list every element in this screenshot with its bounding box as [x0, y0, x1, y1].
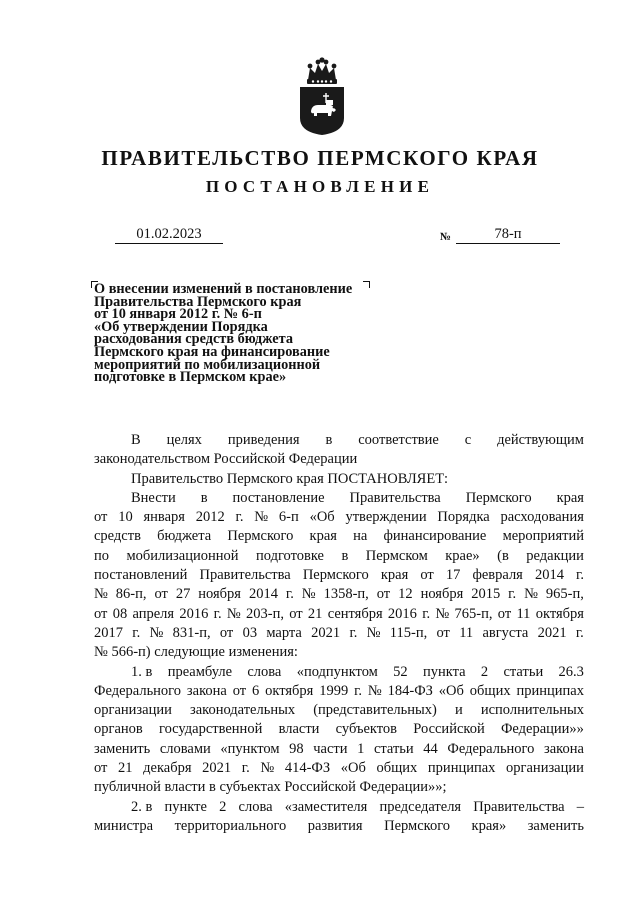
body-word: от: [219, 624, 234, 641]
body-word: подготовке: [255, 547, 324, 564]
body-word: на: [353, 528, 368, 545]
body-word: закона: [186, 682, 227, 699]
body-word: «пунктом: [220, 740, 280, 757]
body-word: 965-п,: [545, 586, 584, 603]
body-word: (представительных): [313, 702, 437, 719]
body-word: 831-п,: [172, 624, 211, 641]
body-word: края: [309, 528, 337, 545]
body-word: Пермском: [365, 547, 428, 564]
number-sign: №: [440, 231, 452, 243]
body-word: части: [313, 740, 348, 757]
subject-line: подготовке в Пермском крае»: [94, 369, 287, 386]
body-word: г.: [349, 624, 358, 641]
body-line: [94, 798, 584, 817]
body-word: 184-ФЗ: [387, 682, 433, 699]
body-word: края: [380, 567, 409, 584]
body-word: преамбуле: [167, 663, 233, 680]
body-word: №: [366, 624, 381, 641]
body-line: [94, 663, 584, 682]
body-word: пункте: [164, 798, 207, 815]
body-word: 2014: [534, 567, 564, 584]
body-word: 11: [516, 605, 531, 622]
body-word: г.: [422, 605, 431, 622]
body-word: организации: [94, 702, 172, 719]
body-word: г.: [235, 509, 244, 526]
body-word: 414-ФЗ: [284, 760, 331, 777]
body-word: Федерального: [94, 682, 182, 699]
body-line: [94, 508, 584, 527]
body-word: ноября: [420, 586, 464, 603]
body-word: финансирование: [383, 528, 487, 545]
body-word: от: [94, 509, 108, 526]
body-word: 86-п,: [115, 586, 147, 603]
body-word: Федерации»»: [500, 721, 584, 738]
body-word: от: [497, 605, 512, 622]
body-word: В: [131, 432, 141, 448]
body-word: «заместителя: [284, 798, 368, 815]
body-word: принципах: [427, 760, 496, 777]
body-word: постановление: [232, 489, 325, 506]
body-word: №: [226, 605, 241, 622]
body-word: №: [94, 586, 108, 603]
body-word: Порядка: [437, 509, 490, 526]
body-word: от: [232, 682, 247, 699]
body-word: принципах: [516, 682, 584, 699]
body-word: –: [576, 798, 584, 815]
body-word: 21: [118, 760, 133, 777]
body-word: г.: [213, 605, 222, 622]
subject-line: Правительства Пермского края: [94, 293, 302, 310]
body-word: №: [367, 682, 382, 699]
body-word: «Об: [438, 682, 464, 699]
body-word: от: [420, 567, 434, 584]
body-word: 2012: [195, 509, 225, 526]
body-word: публичной власти в субъектах Российской Федерации»»;: [94, 779, 447, 796]
body-line: [94, 740, 584, 759]
body-word: от: [376, 586, 391, 603]
body-word: исполнительных: [480, 702, 584, 719]
body-word: «подпунктом: [296, 663, 378, 680]
subject-line: О внесении изменений в постановление: [94, 281, 353, 297]
body-word: 2016: [179, 605, 209, 622]
body-line: [94, 489, 584, 508]
body-word: апреля: [132, 605, 175, 622]
body-word: от: [289, 605, 303, 622]
body-word: г.: [508, 586, 517, 603]
body-word: соответствие: [358, 432, 439, 448]
body-word: целях: [166, 432, 202, 448]
body-word: 115-п,: [389, 624, 428, 641]
body-word: №: [254, 509, 269, 526]
body-word: министра: [94, 817, 154, 834]
body-word: г.: [285, 586, 294, 603]
body-word: января: [143, 509, 185, 526]
body-word: 2016: [387, 605, 417, 622]
body-word: 6-п: [278, 509, 299, 526]
body-word: г.: [354, 682, 363, 699]
body-word: края: [556, 489, 584, 506]
body-word: 1: [357, 740, 365, 757]
body-word: 12: [398, 586, 413, 603]
body-word: статьи: [503, 663, 544, 680]
body-word: Пермского: [302, 567, 369, 584]
body-word: заменить: [94, 740, 151, 757]
body-word: 2015: [471, 586, 501, 603]
document-number: 78-п: [456, 226, 560, 244]
body-word: Правительство Пермского края ПОСТАНОВЛЯЕТ:: [131, 470, 449, 487]
body-word: Пермского: [227, 528, 294, 545]
body-word: 2017: [94, 624, 123, 641]
body-word: 6: [251, 682, 260, 699]
body-word: 17: [445, 567, 461, 584]
body-word: государственной: [158, 721, 263, 738]
body-word: общих: [376, 760, 418, 777]
document-body: [94, 431, 584, 836]
body-word: 52: [393, 663, 408, 680]
body-word: 10: [118, 509, 133, 526]
body-word: 2021: [202, 760, 232, 777]
body-word: утверждении: [345, 509, 427, 526]
body-word: пункта: [423, 663, 466, 680]
body-word: №: [149, 624, 164, 641]
subject-line: мероприятий по мобилизационной: [94, 356, 321, 373]
body-word: мероприятий: [502, 528, 584, 545]
body-word: октября: [535, 605, 584, 622]
body-word: Пермского: [384, 817, 451, 834]
body-word: 44: [423, 740, 438, 757]
body-word: декабря: [143, 760, 192, 777]
body-line: [94, 527, 584, 546]
body-word: приведения: [227, 432, 300, 448]
body-word: в: [200, 489, 208, 506]
body-word: территориального: [174, 817, 287, 834]
body-word: Правительства: [349, 489, 441, 506]
body-word: августа: [482, 624, 529, 641]
body-word: редакции: [526, 547, 584, 564]
body-word: расходования: [500, 509, 584, 526]
body-line: [94, 605, 584, 624]
body-line: [94, 431, 584, 450]
body-word: №: [435, 605, 450, 622]
document-date: 01.02.2023: [115, 226, 223, 244]
body-line: [94, 682, 584, 701]
subject-line: расходования средств бюджета: [94, 331, 293, 348]
body-word: и: [454, 702, 463, 719]
body-word: действующим: [497, 432, 584, 448]
body-word: г.: [576, 567, 584, 584]
body-word: 1358-п,: [323, 586, 369, 603]
body-word: закона: [544, 740, 584, 757]
body-word: 2021: [311, 624, 341, 641]
body-word: (в: [497, 547, 509, 564]
body-word: заменить: [527, 817, 584, 834]
body-word: власти: [278, 721, 320, 738]
body-word: словами: [159, 740, 211, 757]
body-word: февраля: [472, 567, 523, 584]
subject-line: «Об утверждении Порядка: [94, 318, 268, 335]
body-word: 08: [112, 605, 128, 622]
body-word: статьи: [373, 740, 414, 757]
body-word: сентября: [327, 605, 383, 622]
body-word: №: [301, 586, 316, 603]
body-line: [94, 624, 584, 643]
body-word: №: [524, 586, 538, 603]
body-word: председателя: [379, 798, 462, 815]
body-word: 2014: [248, 586, 278, 603]
document-subject: [94, 283, 384, 384]
body-line: [94, 547, 584, 566]
subject-line: Пермского края на финансирование: [94, 343, 330, 360]
body-word: «Об: [340, 760, 366, 777]
body-word: Российской: [413, 721, 485, 738]
body-word: крае»: [445, 547, 480, 564]
body-word: №: [260, 760, 275, 777]
body-line: [94, 720, 584, 739]
body-word: развития: [307, 817, 363, 834]
body-word: октября: [265, 682, 314, 699]
body-word: 203-п,: [245, 605, 284, 622]
document-type-title: ПОСТАНОВЛЕНИЕ: [205, 177, 435, 196]
body-word: от: [94, 605, 108, 622]
body-word: средств: [94, 528, 141, 545]
body-word: законодательством Российской Федерации: [94, 451, 358, 468]
body-word: 765-п,: [454, 605, 493, 622]
body-line: [94, 470, 584, 489]
body-word: Федерального: [447, 740, 535, 757]
subject-line: от 10 января 2012 г. № 6-п: [94, 306, 262, 323]
body-word: 27: [175, 586, 191, 603]
body-word: слова: [238, 798, 273, 815]
body-word: с: [464, 432, 472, 448]
body-word: от: [436, 624, 450, 641]
body-line: [94, 585, 584, 604]
body-word: бюджета: [157, 528, 212, 545]
body-word: края»: [471, 817, 507, 834]
body-word: по: [94, 547, 110, 564]
body-word: г.: [575, 624, 584, 641]
body-word: постановлений: [94, 567, 188, 584]
body-word: от: [154, 586, 168, 603]
body-word: 03: [242, 624, 258, 641]
body-word: организации: [506, 760, 584, 777]
body-word: органов: [94, 721, 143, 738]
body-word: ноября: [198, 586, 241, 603]
body-line: [94, 701, 584, 720]
body-word: общих: [469, 682, 511, 699]
body-word: субъектов: [335, 721, 398, 738]
body-word: Внести: [131, 489, 176, 506]
government-title: ПРАВИТЕЛЬСТВО ПЕРМСКОГО КРАЯ: [101, 146, 539, 170]
coat-of-arms-icon: [296, 56, 348, 136]
body-word: законодательных: [189, 702, 296, 719]
body-line: [94, 566, 584, 585]
body-word: Пермского: [465, 489, 532, 506]
body-word: мобилизационной: [126, 547, 239, 564]
body-word: г.: [241, 760, 250, 777]
body-word: г.: [132, 624, 141, 641]
body-word: «Об: [309, 509, 335, 526]
body-word: 98: [289, 740, 304, 757]
body-word: 1. в: [131, 663, 153, 680]
body-word: в: [341, 547, 349, 564]
body-line: [94, 778, 584, 797]
body-word: 21: [307, 605, 323, 622]
body-word: 26.3: [558, 663, 584, 680]
body-word: в: [325, 432, 333, 448]
body-word: 2021: [537, 624, 567, 641]
body-word: слова: [247, 663, 282, 680]
body-line: [94, 817, 584, 836]
body-word: 1999: [319, 682, 349, 699]
body-word: Правительства: [199, 567, 291, 584]
body-line: [94, 759, 584, 778]
body-line: [94, 450, 584, 469]
body-word: Правительства: [473, 798, 565, 815]
body-word: 2: [219, 798, 227, 815]
body-word: 2: [480, 663, 489, 680]
body-word: 11: [459, 624, 474, 641]
body-word: марта: [266, 624, 302, 641]
body-word: от: [94, 760, 108, 777]
body-line: [94, 643, 584, 662]
body-word: 2. в: [131, 798, 153, 815]
body-word: № 566-п) следующие изменения:: [94, 644, 298, 661]
